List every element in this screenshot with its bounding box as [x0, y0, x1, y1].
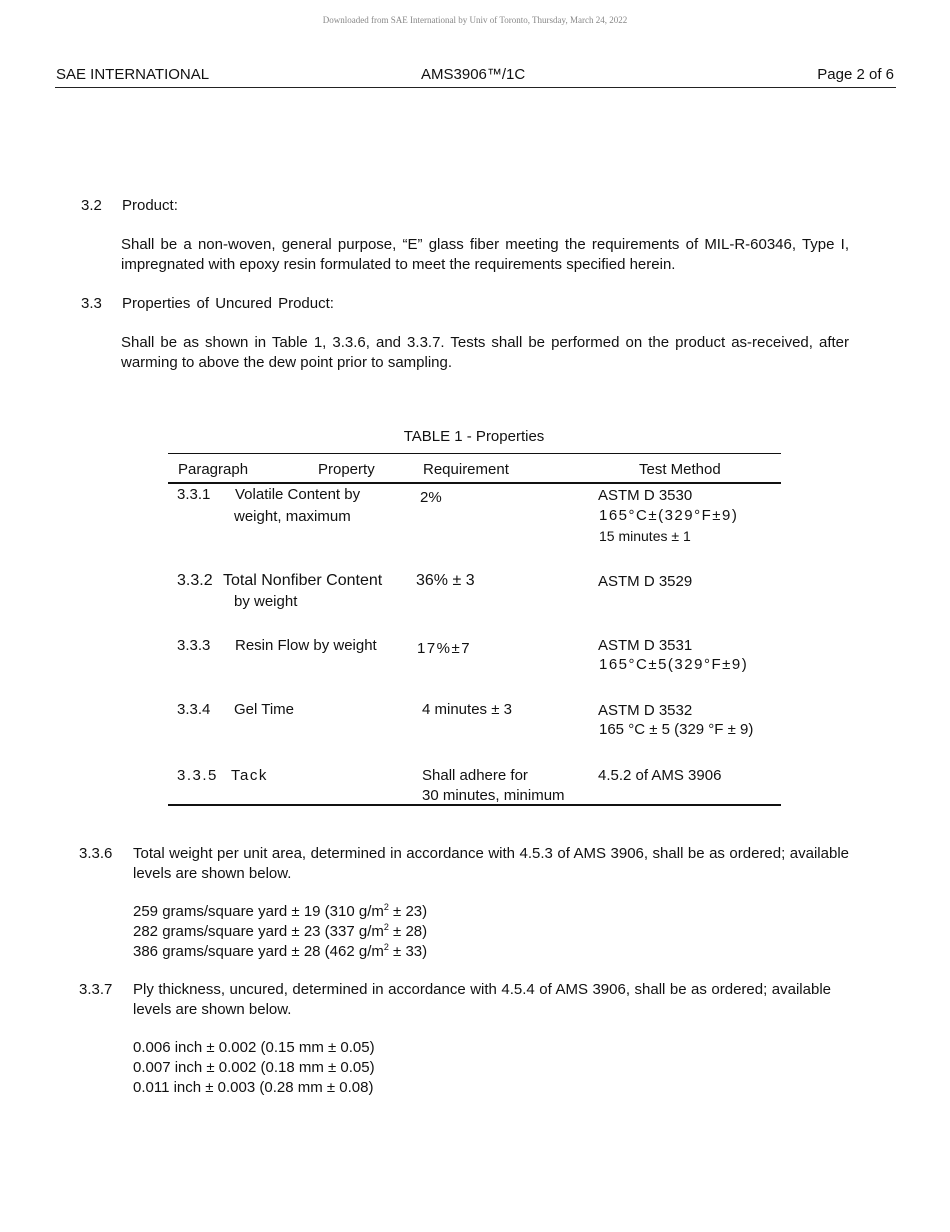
header-page-number: Page 2 of 6 [817, 66, 894, 83]
table-top-rule [168, 453, 781, 454]
section-3-3-7-body: Ply thickness, uncured, determined in accordance with 4.5.4 of AMS 3906, shall be as ordered; available levels are shown below. [133, 981, 831, 1018]
row-property-cont: weight, maximum [234, 508, 351, 525]
table-header-test-method: Test Method [639, 461, 721, 478]
list-item: 386 grams/square yard ± 28 (462 $g/m^2 \pm 33$) [133, 942, 428, 960]
section-3-3-body: Shall be as shown in Table 1, 3.3.6, and 3.3.7. Tests shall be performed on the product as-received, after warming to above the dew point prior to sampling. [121, 334, 849, 371]
section-3-3-6-body: Total weight per unit area, determined in accordance with 4.5.3 of AMS 3906, shall be as ordered; available levels are shown below. [133, 845, 849, 882]
row-test-method: 4.5.2 of AMS 3906 [598, 767, 722, 784]
row-paragraph: 3.3.5 [177, 767, 218, 784]
row-test-condition: 165°C±(329°F±9) [599, 507, 739, 524]
weight-levels-list [133, 902, 427, 962]
row-property: Gel Time [234, 701, 295, 718]
header-rule [55, 87, 896, 88]
table-header-property: Property [318, 461, 375, 478]
row-test-method: ASTM D 3531 [598, 637, 693, 654]
table-header-rule [168, 482, 781, 484]
row-requirement-cont: 30 minutes, minimum [422, 787, 565, 804]
header-doc-id: AMS3906™/1C [421, 66, 526, 83]
row-test-condition: 165°C±5(329°F±9) [599, 656, 749, 673]
section-3-3-7-number: 3.3.7 [79, 981, 113, 998]
list-item: 259 grams/square yard ± 19 (310 $g/m^2 \pm 23$) [133, 902, 428, 920]
section-3-3-6-number: 3.3.6 [79, 845, 113, 862]
header-org: SAE INTERNATIONAL [56, 66, 210, 83]
row-requirement: Shall adhere for [422, 767, 528, 784]
section-3-3-title: Properties of Uncured Product: [122, 295, 334, 312]
row-test-method: ASTM D 3529 [598, 573, 693, 590]
list-item: 0.006 inch ± 0.002 (0.15 mm ± 0.05) [133, 1039, 375, 1056]
row-property: Total Nonfiber Content [223, 572, 383, 589]
table-bottom-rule [168, 804, 781, 806]
download-watermark: Downloaded from SAE International by Univ of Toronto, Thursday, March 24, 2022 [322, 15, 628, 25]
table-header-paragraph: Paragraph [178, 461, 249, 478]
row-test-condition: 165 °C ± 5 (329 °F ± 9) [599, 721, 754, 738]
row-property: Volatile Content by [235, 486, 361, 503]
section-3-2-body: Shall be a non-woven, general purpose, “E” glass fiber meeting the requirements of MIL-R-60346, Type I, impregnated with epoxy resin formulated to meet the requirements specified herein. [121, 236, 849, 273]
table-header-requirement: Requirement [423, 461, 509, 478]
list-item: 0.007 inch ± 0.002 (0.18 mm ± 0.05) [133, 1059, 375, 1076]
row-property-cont: by weight [234, 593, 298, 610]
row-requirement: 17%±7 [417, 640, 472, 657]
row-requirement: 36% ± 3 [416, 572, 475, 589]
row-property: Resin Flow by weight [235, 637, 377, 654]
row-paragraph: 3.3.4 [177, 701, 211, 718]
row-property: Tack [231, 767, 268, 784]
table-caption: TABLE 1 - Properties [403, 428, 545, 445]
section-3-2-title: Product: [122, 197, 178, 214]
row-test-method: ASTM D 3530 [598, 487, 693, 504]
row-test-duration: 15 minutes ± 1 [599, 528, 691, 544]
section-3-2-number: 3.2 [81, 197, 102, 214]
row-paragraph: 3.3.1 [177, 486, 211, 503]
list-item: 0.011 inch ± 0.003 (0.28 mm ± 0.08) [133, 1079, 374, 1096]
row-requirement: 2% [420, 489, 442, 506]
thickness-levels-list [133, 1038, 375, 1098]
row-requirement: 4 minutes ± 3 [422, 701, 512, 718]
row-paragraph: 3.3.2 [177, 572, 213, 589]
row-paragraph: 3.3.3 [177, 637, 211, 654]
section-3-3-number: 3.3 [81, 295, 102, 312]
list-item: 282 grams/square yard ± 23 (337 $g/m^2 \pm 28$) [133, 922, 428, 940]
row-test-method: ASTM D 3532 [598, 702, 693, 719]
